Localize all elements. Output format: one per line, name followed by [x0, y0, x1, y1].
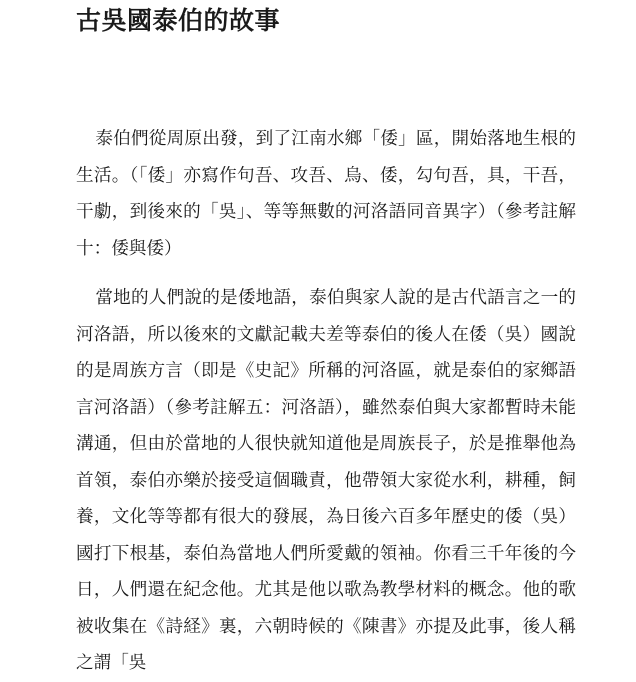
- paragraph-2: 當地的人們說的是倭地語，泰伯與家人說的是古代語言之一的河洛語，所以後來的文獻記載夫差等泰伯的後人在倭（吳）國說的是周族方言（即是《史記》所稱的河洛區，就是泰伯的家鄉語言河洛語）（參考註解五：河洛語），雖然泰伯與大家都暫時未能溝通，但由於當地的人很快就知道他是周族長子，於是推舉他為首領，泰伯亦樂於接受這個職責，他帶領大家從水利，耕種，飼養，文化等等都有很大的發展，為日後六百多年歷史的倭（吳）國打下根基，泰伯為當地人們所愛戴的領袖。你看三千年後的今日，人們還在紀念他。尤其是他以歌為教學材料的概念。他的歌被收集在《詩経》裏，六朝時候的《陳書》亦提及此事，後人稱之謂「吳: [76, 288, 576, 673]
- article-title: 古吳國泰伯的故事: [76, 6, 281, 35]
- article-body: [76, 121, 576, 682]
- paragraph-1: 泰伯們從周原出發，到了江南水鄉「倭」區，開始落地生根的生活。（「倭」亦寫作句吾、攻吾、烏、倭，勾句吾，具，干吾，干勮，到後來的「吳」、等等無數的河洛語同音異字）（參考註解十：倭與倭）: [76, 129, 576, 259]
